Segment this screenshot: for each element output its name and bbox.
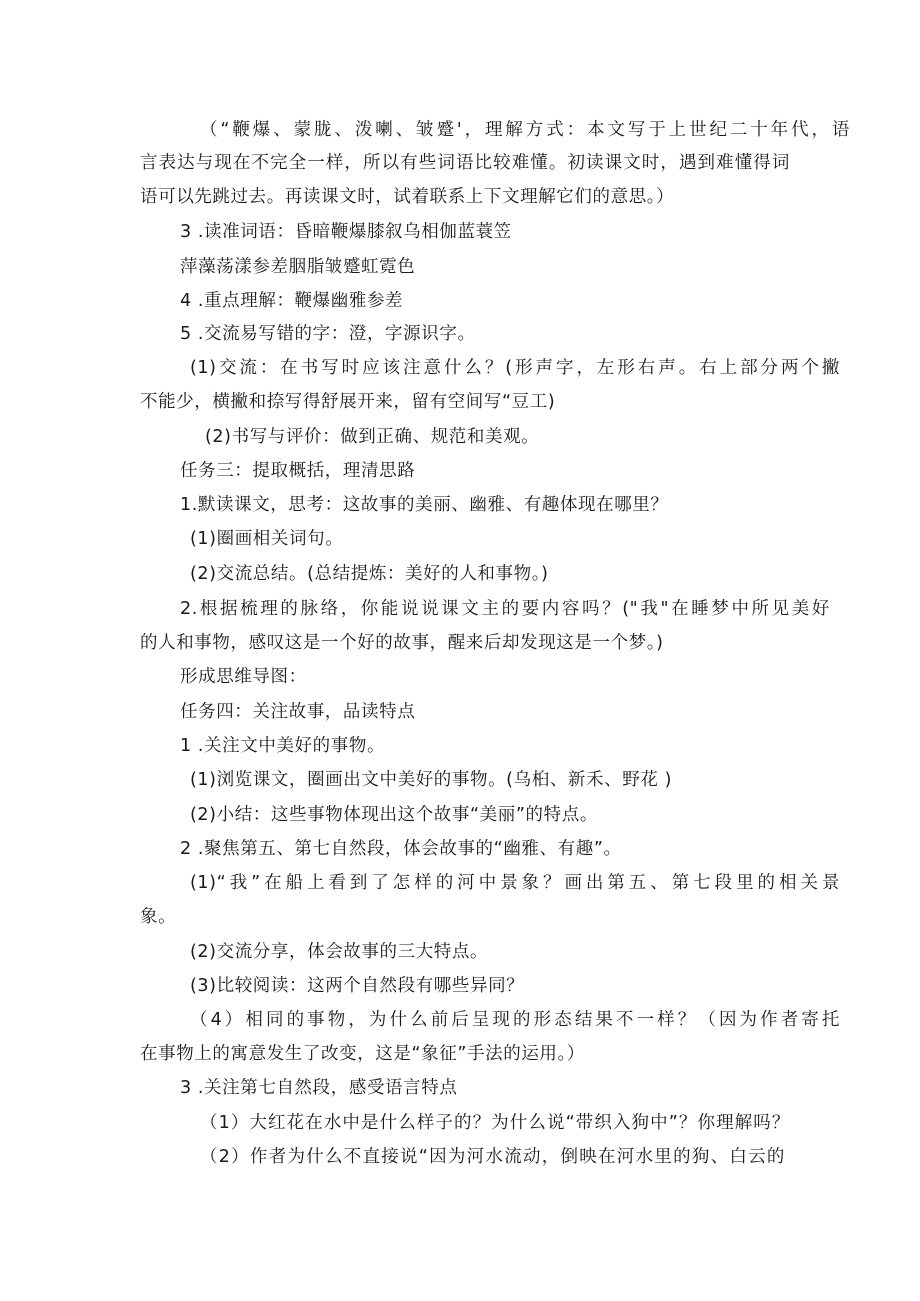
list-item-heading: 3 .关注第七自然段，感受语言特点 — [180, 1078, 458, 1098]
text-line: 语可以先跳过去。再读课文时，试着联系上下文理解它们的意思。） — [140, 187, 675, 207]
text-line: (2)交流总结。(总结提炼：美好的人和事物。) — [190, 564, 549, 584]
list-item-heading: 1 .关注文中美好的事物。 — [180, 736, 386, 756]
text-line: (3)比较阅读：这两个自然段有哪些异同？ — [190, 976, 525, 996]
text-line: (2)小结：这些事物体现出这个故事“美丽”的特点。 — [190, 805, 598, 825]
text-line: (1)交流：在书写时应该注意什么？(形声字，左形右声。右上部分两个撇 — [190, 358, 840, 378]
text-line: （4）相同的事物，为什么前后呈现的形态结果不一样？（因为作者寄托 — [190, 1010, 840, 1030]
text-line: 言表达与现在不完全一样，所以有些词语比较难懂。初读课文时，遇到难懂得词 — [140, 153, 790, 173]
text-line: 象。 — [140, 907, 177, 927]
text-line: （1）大红花在水中是什么样子的？为什么说“带织入狗中”？你理解吗？ — [200, 1113, 790, 1133]
list-item-heading: 5 .交流易写错的字：澄，字源识字。 — [180, 324, 476, 344]
text-line: (1)浏览课文，圈画出文中美好的事物。(乌桕、新禾、野花 ) — [190, 770, 673, 790]
text-line: (2)交流分享，体会故事的三大特点。 — [190, 942, 489, 962]
text-line: 在事物上的寓意发生了改变，这是“象征”手法的运用。） — [140, 1044, 585, 1064]
list-item-heading: 3 .读准词语：昏暗鞭爆膝叙乌相伽蓝蓑笠 — [180, 222, 512, 242]
list-item-heading: 2 .聚焦第五、第七自然段，体会故事的“幽雅、有趣”。 — [180, 839, 622, 859]
text-line: (1)圈画相关词句。 — [190, 529, 344, 549]
text-line: (2)书写与评价：做到正确、规范和美观。 — [205, 427, 540, 447]
text-line: （2）作者为什么不直接说“因为河水流动，倒映在河水里的狗、白云的 — [200, 1147, 785, 1167]
text-line: 1.默读课文，思考：这故事的美丽、幽雅、有趣体现在哪里？ — [180, 495, 669, 515]
text-line: 不能少，横撇和捺写得舒展开来，留有空间写“豆工) — [140, 392, 556, 412]
section-heading: 任务四：关注故事，品读特点 — [180, 702, 416, 722]
section-heading: 任务三：提取概括，理清思路 — [180, 461, 416, 481]
list-item-heading: 4 .重点理解：鞭爆幽雅参差 — [180, 291, 404, 311]
text-line: (1)“我”在船上看到了怎样的河中景象？画出第五、第七段里的相关景 — [190, 873, 840, 893]
text-line: 萍藻荡漾参差胭脂皱蹙虹霓色 — [180, 257, 416, 277]
text-line: （“鞭爆、蒙胧、泼喇、皱蹙'，理解方式：本文写于上世纪二十年代，语 — [200, 120, 850, 140]
text-line: 形成思维导图： — [180, 667, 307, 687]
text-line: 的人和事物，感叹这是一个好的故事，醒来后却发现这是一个梦。) — [140, 633, 664, 653]
text-line: 2.根据梳理的脉络，你能说说课文主的要内容吗？("我"在睡梦中所见美好 — [180, 599, 830, 619]
